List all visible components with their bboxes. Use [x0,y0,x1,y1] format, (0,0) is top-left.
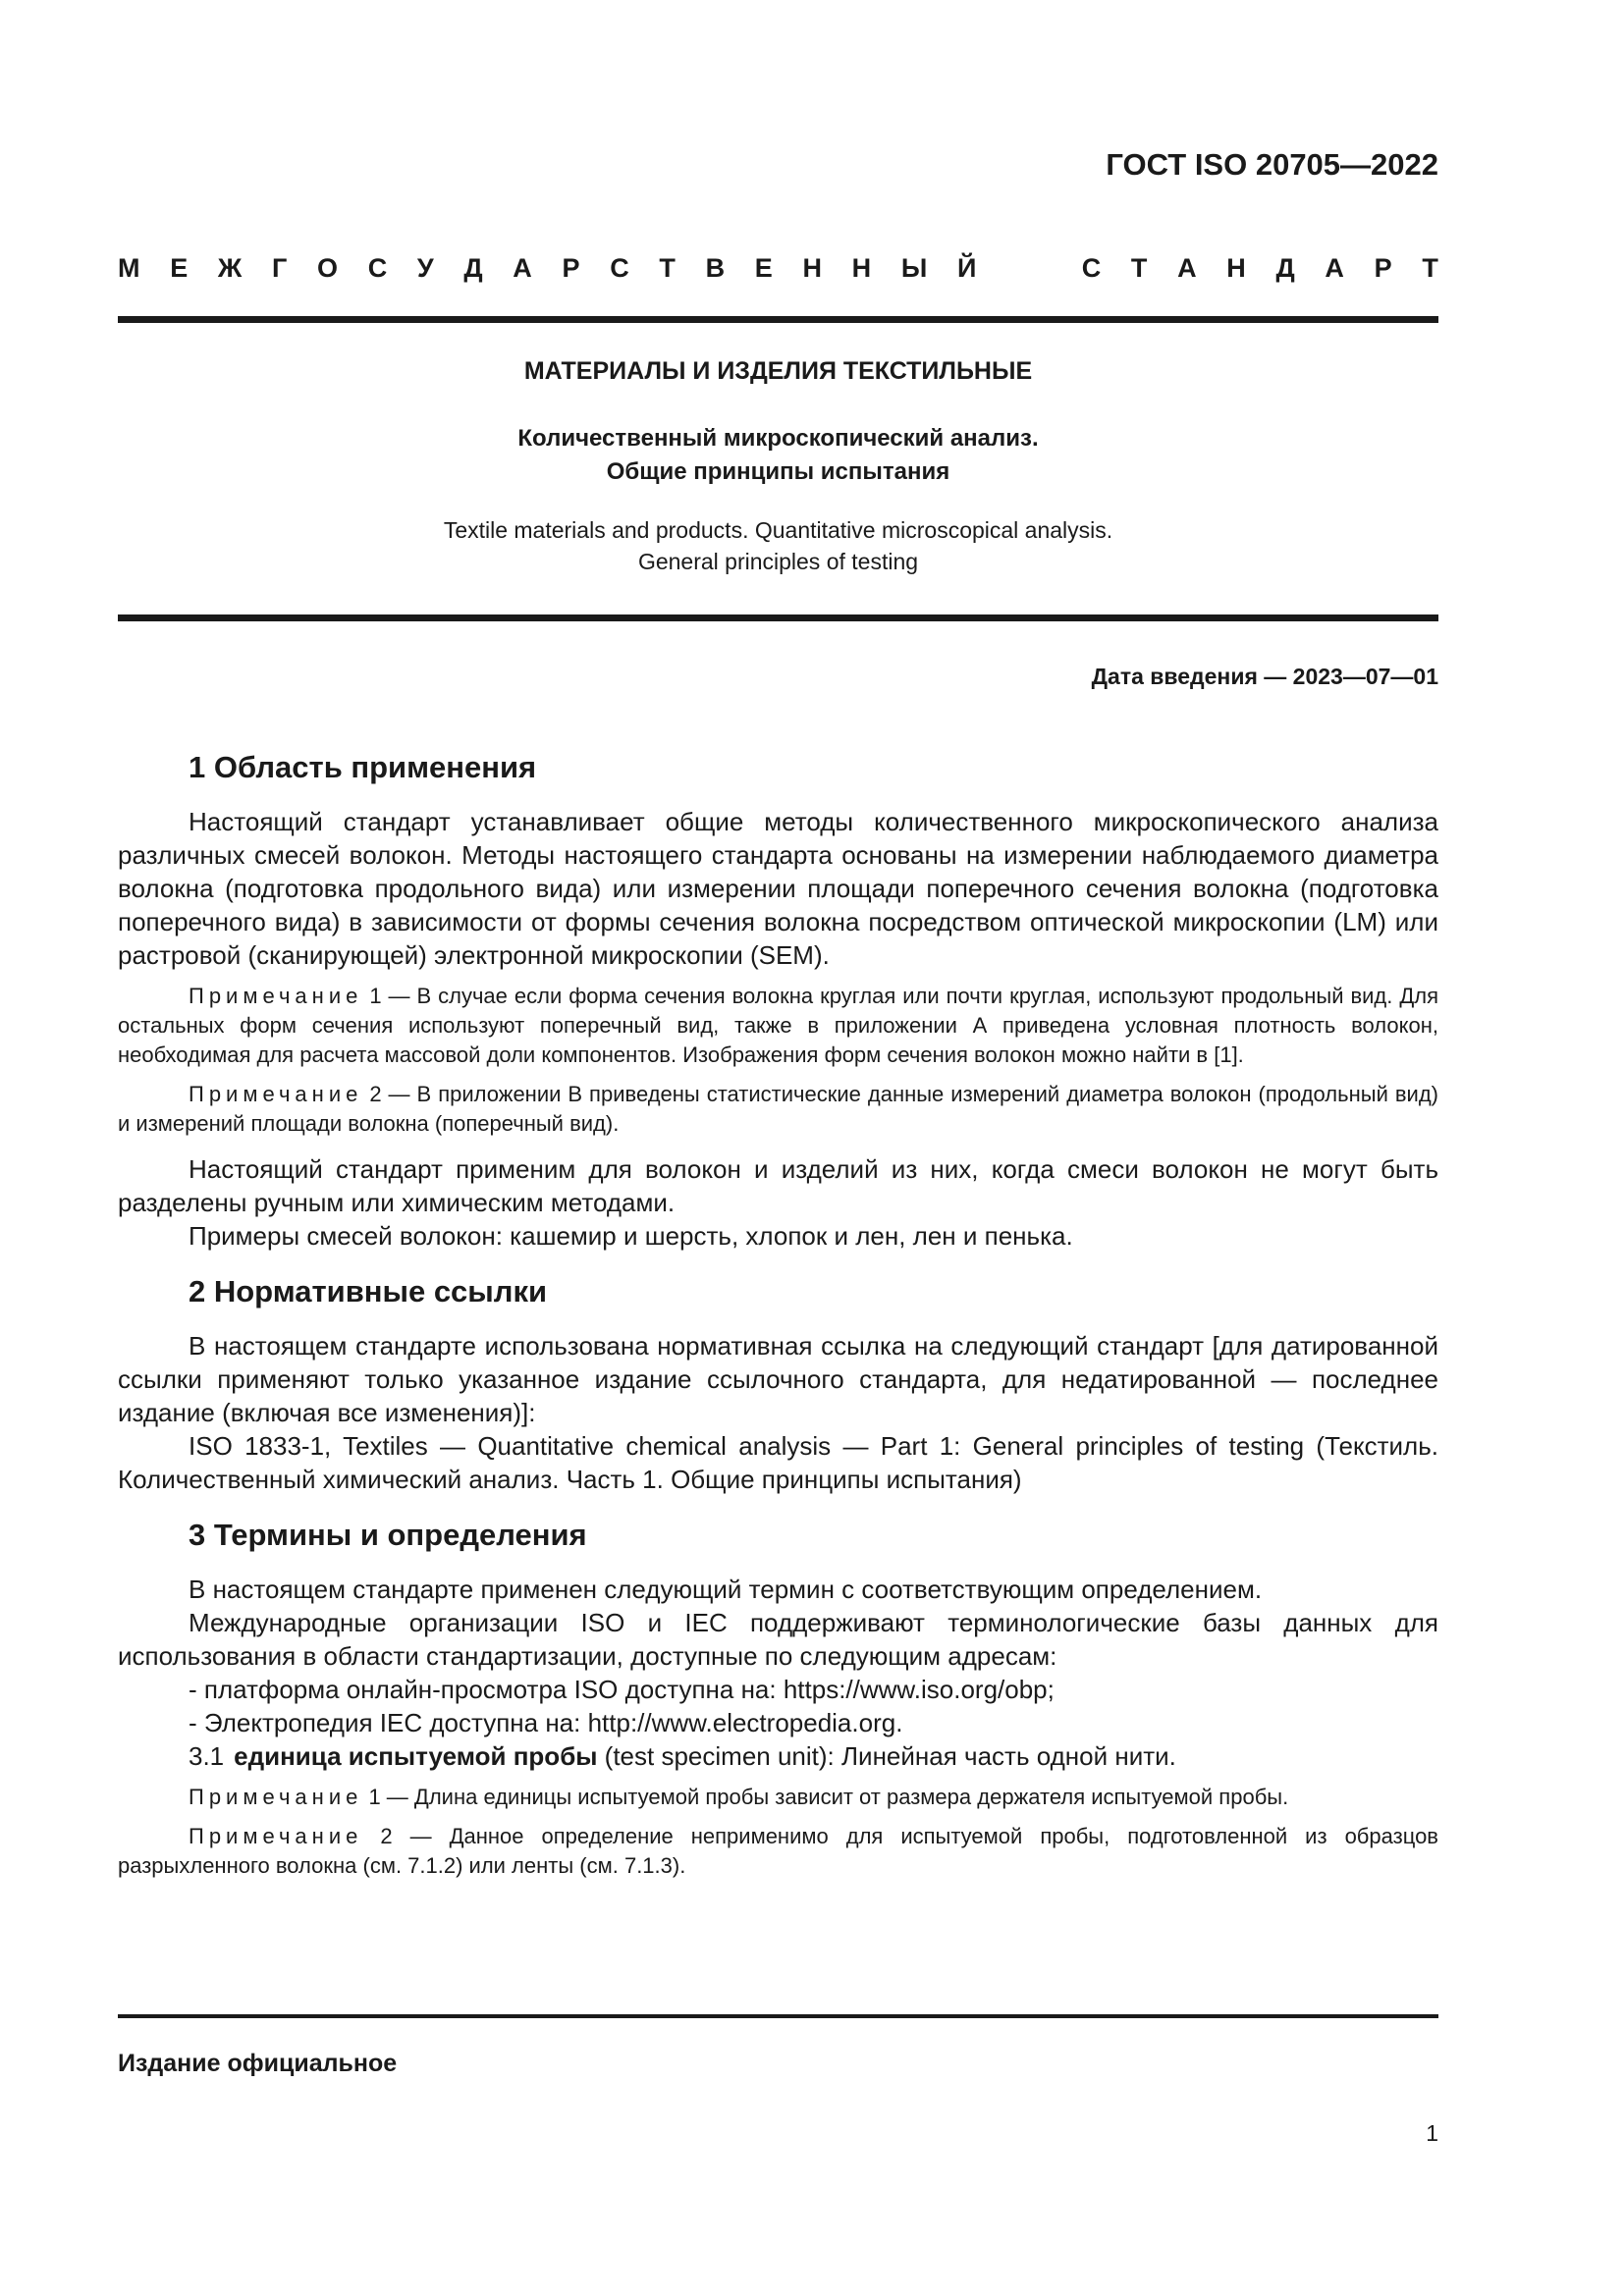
list-item: - Электропедия IEC доступна на: http://www.electropedia.org. [189,1708,903,1737]
banner-letter: Й [956,253,977,283]
note-text: 2 — В приложении В приведены статистические данные измерений диаметра волокон (продольный вид) и измерений площади волокна (поперечный вид). [118,1082,1438,1136]
banner-letter: О [316,253,338,283]
note [118,1783,1438,1812]
section-heading: 2 Нормативные ссылки [189,1274,548,1308]
banner-letter: Т [659,253,676,283]
banner-letter: М [118,253,140,283]
banner-letter: А [1325,253,1344,283]
note-label: Примечание [189,1824,363,1848]
footer-divider [118,2014,1438,2018]
banner-letter: Е [754,253,773,283]
note-label: Примечание [189,984,363,1008]
section-heading: 1 Область применения [189,750,537,784]
title-subtitle-line: Общие принципы испытания [606,458,950,485]
banner-letter: Г [271,253,288,283]
document-body [118,750,1438,1881]
top-divider [118,316,1438,323]
body-paragraph: Настоящий стандарт устанавливает общие методы количественного микроскопического анализа различных смесей волокон. Методы настоящего стандарта основаны на измерении наблюдаемого диаметра волокна (подготовка продольного вида) или измерении площади поперечного сечения волокна (подготовка поперечного вида) в зависимости от формы сечения волокна посредством оптической микроскопии (LM) или растровой (сканирующей) электронной микроскопии (SEM). [118,807,1438,970]
list-item: - платформа онлайн-просмотра ISO доступна на: https://www.iso.org/obp; [189,1675,1055,1704]
title-english-line: General principles of testing [637,549,919,574]
banner-letter: А [1177,253,1197,283]
term-definition [118,1739,1438,1773]
banner-letter: Р [1374,253,1392,283]
banner-letter: Е [170,253,189,283]
body-paragraph: Настоящий стандарт применим для волокон и изделий из них, когда смеси волокон не могут быть разделены ручным или химическим методами. [118,1154,1438,1217]
document-code: ГОСТ ISO 20705—2022 [1106,147,1438,182]
banner-letter: Д [1275,253,1295,283]
note-text: 2 — Данное определение неприменимо для испытуемой пробы, подготовленной из образцов разрыхленного волокна (см. 7.1.2) или ленты (см. 7.1.3). [118,1824,1438,1878]
note [118,1822,1438,1881]
body-paragraph: В настоящем стандарте использована нормативная ссылка на следующий стандарт [для датированной ссылки применяют только указанное издание ссылочного стандарта, для недатированной — последнее издание (включая все изменения)]: [118,1331,1438,1427]
title-english-line: Textile materials and products. Quantitative microscopical analysis. [443,517,1113,543]
introduction-date: Дата введения — 2023—07—01 [1091,664,1438,689]
page-number: 1 [1426,2120,1438,2146]
banner-letter: Д [463,253,483,283]
document-page [118,0,1438,2296]
body-paragraph: Примеры смесей волокон: кашемир и шерсть, хлопок и лен, лен и пенька. [189,1221,1073,1251]
term-number: 3.1 [189,1741,225,1771]
banner-letter: Т [1130,253,1148,283]
banner-letter: Ы [900,253,928,283]
banner-letter: Н [802,253,822,283]
body-paragraph: Международные организации ISO и IEC поддерживают терминологические базы данных для использования в области стандартизации, доступные по следующим адресам: [118,1608,1438,1671]
banner-letter: В [705,253,726,283]
term-definition-text: (test specimen unit): Линейная часть одной нити. [597,1741,1176,1771]
banner-letter: Р [562,253,580,283]
banner-letter: Т [1422,253,1438,283]
term-name: единица испытуемой пробы [234,1741,598,1771]
banner-letter: С [610,253,629,283]
official-edition-label: Издание официальное [118,2050,398,2077]
banner-letter: С [367,253,388,283]
banner-letter: У [416,253,434,283]
note-label: Примечание [189,1082,363,1106]
note-label: Примечание [189,1785,363,1809]
note-text: 1 — Длина единицы испытуемой пробы зависит от размера держателя испытуемой пробы. [362,1785,1289,1809]
note-text: 1 — В случае если форма сечения волокна круглая или почти круглая, используют продольный вид. Для остальных форм сечения используют поперечный вид, также в приложении А приведена условная плотность волокон, необходимая для расчета массовой доли компонентов. Изображения форм сечения волокон можно найти в [1]. [118,984,1438,1067]
body-paragraph: ISO 1833-1, Textiles — Quantitative chemical analysis — Part 1: General principles of testing (Текстиль. Количественный химический анализ. Часть 1. Общие принципы испытания) [118,1431,1438,1494]
title-english [118,514,1438,577]
interstate-standard-banner [118,253,1438,284]
note [118,1080,1438,1139]
banner-letter: С [1081,253,1102,283]
banner-letter: Ж [217,253,243,283]
section-heading: 3 Термины и определения [189,1518,587,1552]
note [118,982,1438,1070]
banner-letter: Н [851,253,872,283]
banner-letter: А [513,253,532,283]
banner-letter: Н [1226,253,1246,283]
title-main: МАТЕРИАЛЫ И ИЗДЕЛИЯ ТЕКСТИЛЬНЫЕ [523,357,1033,385]
title-subtitle-line: Количественный микроскопический анализ. [517,425,1039,452]
banner-word-gap [1006,253,1052,284]
title-divider [118,614,1438,621]
body-paragraph: В настоящем стандарте применен следующий термин с соответствующим определением. [189,1575,1263,1604]
title-subtitle [118,422,1438,489]
